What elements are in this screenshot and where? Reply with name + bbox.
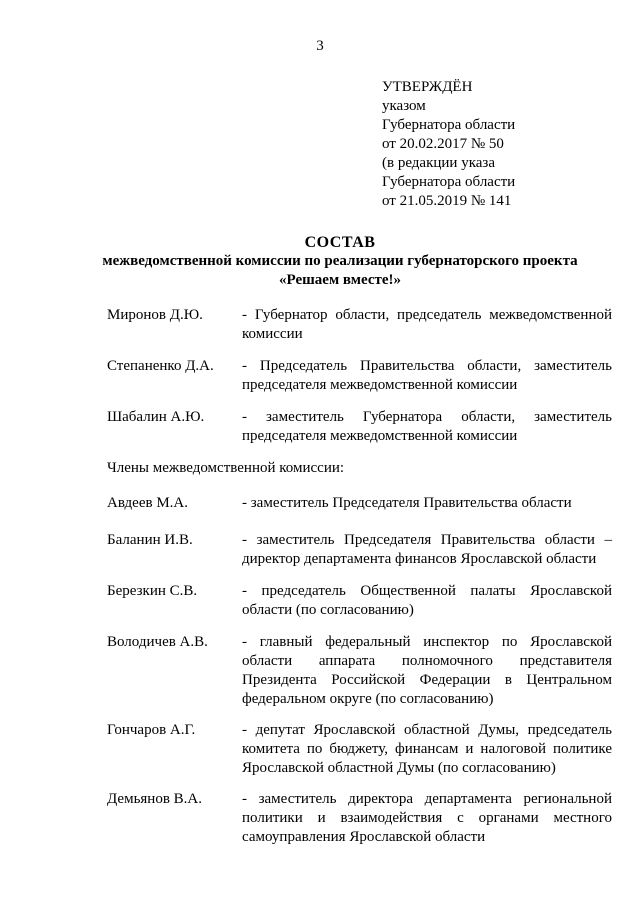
approval-line: (в редакции указа: [382, 155, 495, 171]
member-name: Володичев А.В.: [107, 634, 208, 650]
member-role: - Председатель Правительства области, заместитель председателя межведомственной комиссии: [242, 358, 612, 393]
approval-line: от 21.05.2019 № 141: [382, 193, 512, 209]
member-role: - депутат Ярославской областной Думы, председатель комитета по бюджету, финансам и налоговой политике Ярославской областной Думы (по согласованию): [242, 722, 612, 776]
member-name: Гончаров А.Г.: [107, 722, 196, 738]
member-name: Степаненко Д.А.: [107, 358, 214, 374]
members-heading: Члены межведомственной комиссии:: [107, 460, 345, 476]
member-role: - председатель Общественной палаты Ярославской области (по согласованию): [242, 583, 612, 618]
approval-line: УТВЕРЖДЁН: [382, 79, 473, 95]
document-title: [80, 233, 600, 290]
member-name: Березкин С.В.: [107, 583, 198, 599]
member-name: Шабалин А.Ю.: [107, 409, 205, 425]
member-role: - Губернатор области, председатель межведомственной комиссии: [242, 307, 612, 342]
member-name: Демьянов В.А.: [107, 791, 203, 807]
approval-line: указом: [382, 98, 426, 114]
member-role: - главный федеральный инспектор по Ярославской области аппарата полномочного представителя Президента Российской Федерации в Центральном федеральном округе (по согласованию): [242, 634, 612, 707]
approval-line: Губернатора области: [382, 174, 516, 190]
member-role: - заместитель директора департамента региональной политики и взаимодействия с органами местного самоуправления Ярославской области: [242, 791, 612, 845]
approval-line: Губернатора области: [382, 117, 516, 133]
member-role: - заместитель Губернатора области, заместитель председателя межведомственной комиссии: [242, 409, 612, 444]
title-line: межведомственной комиссии по реализации губернаторского проекта: [102, 253, 578, 269]
title-heading: СОСТАВ: [304, 234, 376, 251]
member-role: - заместитель Председателя Правительства области – директор департамента финансов Ярославской области: [242, 532, 612, 567]
page-number: 3: [316, 38, 324, 54]
approval-line: от 20.02.2017 № 50: [382, 136, 504, 152]
title-line: «Решаем вместе!»: [279, 272, 401, 288]
member-name: Баланин И.В.: [107, 532, 193, 548]
member-name: Миронов Д.Ю.: [107, 307, 203, 323]
member-role: - заместитель Председателя Правительства области: [242, 495, 572, 511]
member-name: Авдеев М.А.: [107, 495, 188, 511]
approval-stamp: [382, 78, 622, 211]
